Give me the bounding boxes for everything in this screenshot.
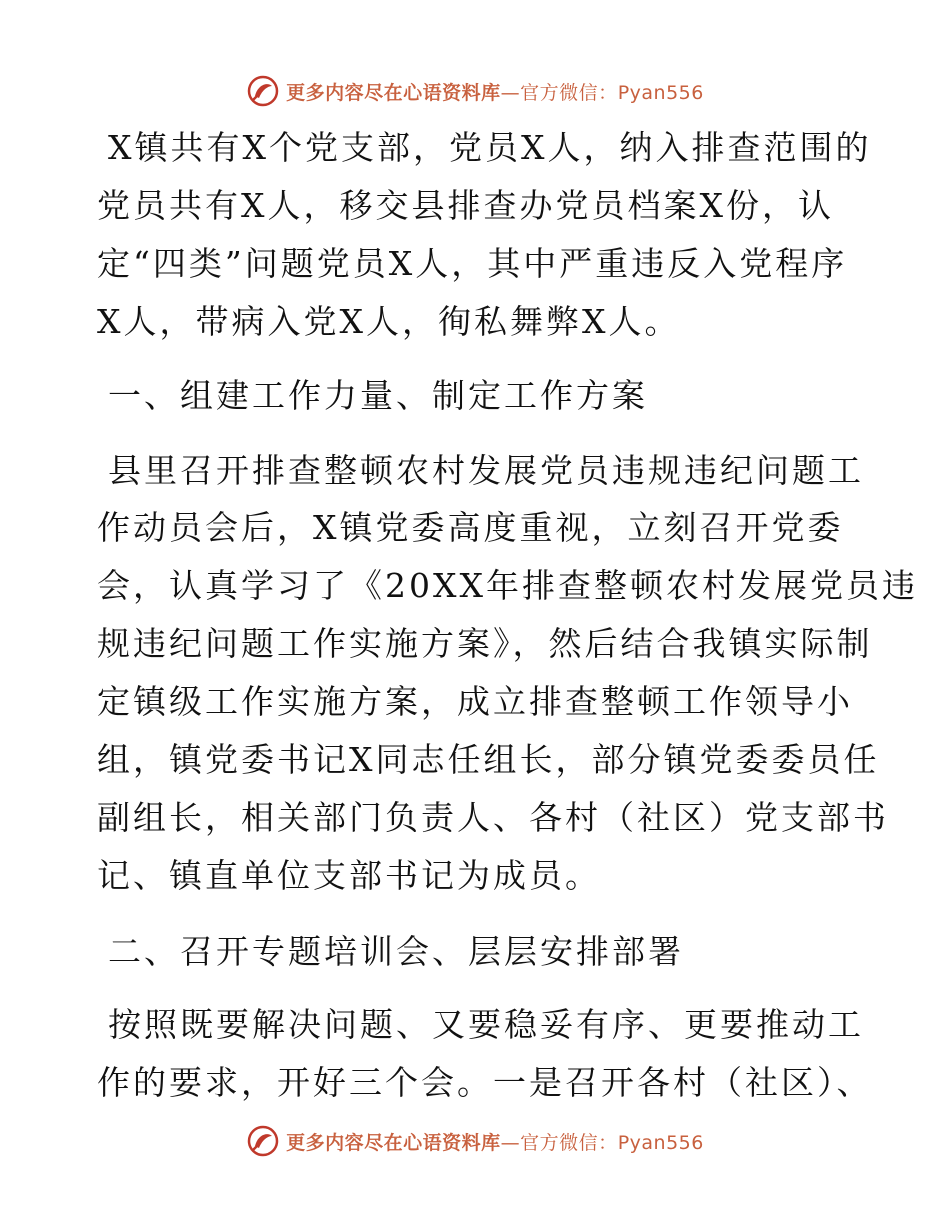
paragraph-2-line-8: 记、镇直单位支部书记为成员。 bbox=[97, 856, 601, 895]
section-heading-2: 二、召开专题培训会、层层安排部署 bbox=[108, 932, 684, 971]
header-watermark-banner bbox=[0, 71, 950, 111]
paragraph-2-line-4: 规违纪问题工作实施方案》，然后结合我镇实际制 bbox=[97, 624, 873, 663]
brand-logo-icon bbox=[246, 1124, 280, 1158]
watermark-text bbox=[286, 1128, 704, 1155]
paragraph-2-line-2: 作动员会后，X镇党委高度重视，立刻召开党委 bbox=[97, 508, 844, 547]
watermark-brand: 更多内容尽在心语资料库 bbox=[286, 81, 501, 104]
paragraph-1-line-4: X人，带病入党X人，徇私舞弊X人。 bbox=[97, 302, 681, 341]
paragraph-2-line-5: 定镇级工作实施方案，成立排查整顿工作领导小 bbox=[97, 682, 853, 721]
watermark-contact-id: Pyan556 bbox=[617, 1131, 704, 1154]
footer-watermark-banner bbox=[0, 1121, 950, 1161]
paragraph-2-line-3: 会，认真学习了《20XX年排查整顿农村发展党员违 bbox=[97, 566, 918, 605]
watermark-contact-label: 官方微信： bbox=[520, 81, 618, 104]
watermark-brand: 更多内容尽在心语资料库 bbox=[286, 1131, 501, 1154]
brand-logo-icon bbox=[246, 74, 280, 108]
watermark-contact-label: 官方微信： bbox=[520, 1131, 618, 1154]
section-heading-1: 一、组建工作力量、制定工作方案 bbox=[108, 376, 648, 415]
watermark-contact-id: Pyan556 bbox=[617, 81, 704, 104]
paragraph-1-line-1: X镇共有X个党支部，党员X人，纳入排查范围的 bbox=[108, 128, 872, 167]
watermark-separator: — bbox=[500, 1131, 521, 1154]
paragraph-3-line-1: 按照既要解决问题、又要稳妥有序、更要推动工 bbox=[108, 1005, 864, 1044]
paragraph-1-line-3: 定“四类”问题党员X人，其中严重违反入党程序 bbox=[97, 244, 848, 283]
paragraph-1-line-2: 党员共有X人，移交县排查办党员档案X份，认 bbox=[97, 186, 834, 225]
watermark-separator: — bbox=[500, 81, 521, 104]
paragraph-2-line-6: 组，镇党委书记X同志任组长，部分镇党委委员任 bbox=[97, 740, 880, 779]
paragraph-2-line-7: 副组长，相关部门负责人、各村（社区）党支部书 bbox=[97, 798, 889, 837]
paragraph-3-line-2: 作的要求，开好三个会。一是召开各村（社区）、 bbox=[97, 1063, 873, 1102]
paragraph-2-line-1: 县里召开排查整顿农村发展党员违规违纪问题工 bbox=[108, 451, 864, 490]
watermark-text bbox=[286, 78, 704, 105]
